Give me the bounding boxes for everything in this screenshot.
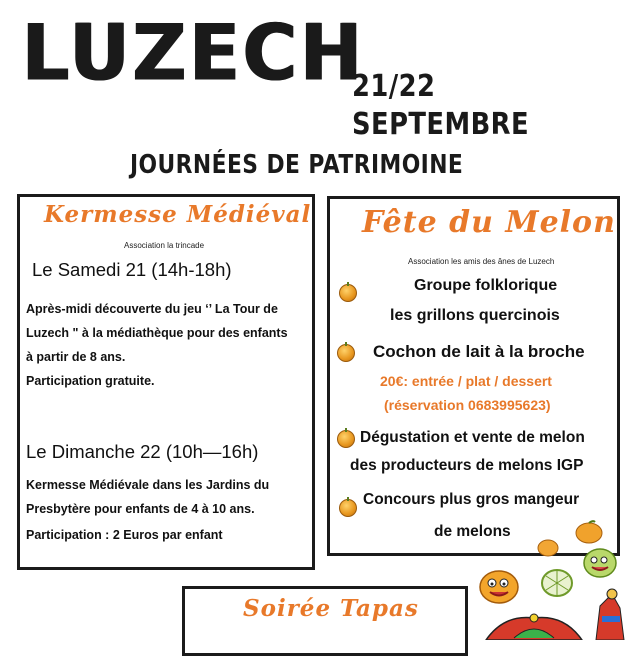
- price-line: 20€: entrée / plat / dessert: [380, 373, 552, 389]
- tapas-box: [182, 586, 468, 656]
- tasting-line1: Dégustation et vente de melon: [360, 429, 585, 446]
- saturday-line: Après-midi découverte du jeu ‘’ La Tour de: [26, 302, 278, 316]
- kermesse-box: [17, 194, 315, 570]
- jester-character-icon: [590, 586, 630, 640]
- melon-bullet-icon: [337, 344, 355, 362]
- jester-hat-icon: [484, 608, 584, 640]
- melon-bullet-icon: [339, 499, 357, 517]
- event-date: 21/22 SEPTEMBRE: [352, 69, 530, 142]
- melon-decoration-icon: [575, 520, 603, 544]
- kermesse-title: Kermesse Médiéval: [44, 201, 312, 228]
- saturday-description: [26, 297, 316, 369]
- contest-line2: de melons: [434, 523, 511, 540]
- melon-decoration-icon: [537, 537, 559, 557]
- reservation-line: (réservation 0683995623): [384, 397, 551, 413]
- tasting-line2: des producteurs de melons IGP: [350, 457, 584, 474]
- roast-pig-line: Cochon de lait à la broche: [373, 342, 585, 361]
- green-melon-character-icon: [582, 546, 618, 578]
- orange-melon-character-icon: [478, 568, 520, 604]
- melon-title: Fête du Melon: [362, 205, 616, 240]
- sunday-price: Participation : 2 Euros par enfant: [26, 528, 223, 542]
- saturday-heading: Le Samedi 21 (14h-18h): [32, 259, 232, 280]
- folk-group-line2: les grillons quercinois: [390, 307, 560, 324]
- saturday-line: à partir de 8 ans.: [26, 350, 126, 364]
- sunday-heading: Le Dimanche 22 (10h—16h): [26, 441, 259, 462]
- tapas-title: Soirée Tapas: [243, 595, 419, 622]
- kermesse-association: Association la trincade: [124, 241, 205, 250]
- melon-bullet-icon: [337, 430, 355, 448]
- melon-box: [327, 196, 620, 556]
- saturday-price: Participation gratuite.: [26, 374, 155, 388]
- contest-line1: Concours plus gros mangeur: [363, 491, 580, 508]
- page-title: LUZECH: [22, 7, 366, 99]
- sunday-line: Kermesse Médiévale dans les Jardins du: [26, 478, 270, 492]
- folk-group-line1: Groupe folklorique: [414, 277, 558, 294]
- sunday-description: [26, 473, 316, 521]
- melon-bullet-icon: [339, 284, 357, 302]
- saturday-line: Luzech " à la médiathèque pour des enfants: [26, 326, 288, 340]
- event-subtitle: JOURNÉES DE PATRIMOINE: [130, 150, 464, 180]
- sunday-line: Presbytère pour enfants de 4 à 10 ans.: [26, 502, 255, 516]
- sliced-melon-icon: [540, 566, 574, 598]
- melon-association: Association les amis des ânes de Luzech: [408, 257, 555, 266]
